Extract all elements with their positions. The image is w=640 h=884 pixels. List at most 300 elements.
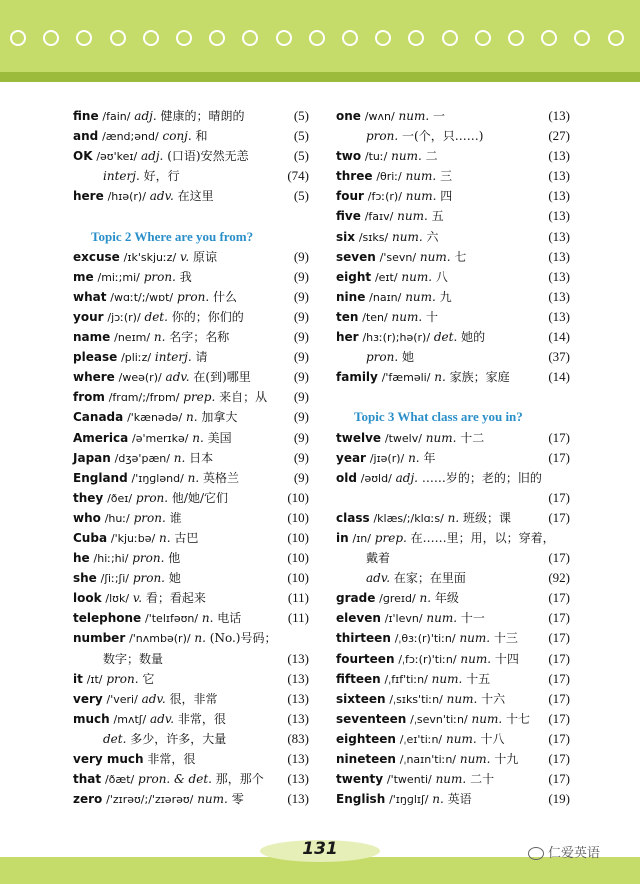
vocab-pronunciation: /wʌn/	[364, 110, 395, 123]
vocab-word: from	[73, 390, 105, 405]
vocab-pronunciation: /ˌeɪ'tiːn/	[399, 732, 443, 746]
vocab-part-of-speech: interj.	[154, 350, 192, 365]
vocab-word: nine	[336, 289, 366, 304]
vocab-page-ref: (11)	[287, 590, 309, 606]
vocab-meaning: 英格兰	[202, 470, 239, 485]
vocab-part-of-speech: adj.	[395, 470, 418, 485]
vocab-part-of-speech: num.	[419, 249, 451, 264]
vocab-entry	[336, 689, 570, 709]
vocab-pronunciation: /ˌθɜː(r)'tiːn/	[394, 632, 456, 646]
vocab-entry	[336, 649, 570, 669]
vocab-word: seventeen	[336, 711, 407, 726]
vocab-pronunciation: /miː;mi/	[97, 270, 140, 284]
header-ring-ornament	[143, 30, 159, 46]
vocab-word: six	[336, 229, 355, 244]
vocab-page-ref: (17)	[548, 690, 570, 706]
vocab-meaning: 十八	[480, 731, 505, 746]
vocab-page-ref: (13)	[548, 188, 570, 204]
vocab-entry	[73, 608, 309, 628]
vocab-part-of-speech: prep.	[183, 390, 216, 405]
vocab-word: what	[73, 289, 107, 304]
vocab-pronunciation: /weə(r)/	[118, 371, 162, 385]
vocab-word: English	[336, 792, 386, 807]
vocab-entry	[336, 628, 570, 648]
vocab-meaning: 她	[168, 571, 181, 586]
vocab-meaning: 他	[168, 551, 181, 566]
vocab-entry	[336, 749, 570, 769]
vocab-word: one	[336, 109, 361, 123]
vocab-pronunciation: /dʒə'pæn/	[114, 451, 170, 465]
vocab-page-ref: (17)	[548, 771, 570, 787]
vocab-word: fine	[73, 109, 99, 123]
vocab-part-of-speech: num.	[426, 611, 458, 626]
vocab-entry	[336, 528, 570, 548]
vocab-word: twelve	[336, 430, 382, 445]
vocab-pronunciation: /pliːz/	[121, 351, 152, 365]
vocab-part-of-speech: num.	[425, 430, 457, 445]
vocab-pronunciation: /ɪt/	[86, 672, 103, 686]
vocab-entry	[73, 327, 309, 347]
vocab-pronunciation: /'fæməli/	[381, 371, 431, 385]
vocab-page-ref: (9)	[293, 288, 309, 304]
vocab-meaning: 她	[402, 350, 415, 365]
vocab-page-ref: (17)	[548, 429, 570, 445]
vocab-word: name	[73, 330, 111, 345]
vocab-page-ref: (83)	[287, 730, 309, 746]
vocab-part-of-speech: conj.	[162, 129, 192, 144]
vocab-pronunciation: /ˌsɪks'tiːn/	[389, 692, 443, 706]
vocab-meaning: 和	[195, 129, 208, 144]
page-header-border	[0, 72, 640, 82]
vocab-part-of-speech: num.	[446, 691, 478, 706]
vocab-meaning: 五	[431, 209, 444, 224]
vocab-pronunciation: /mʌtʃ/	[113, 712, 147, 726]
vocab-entry	[336, 126, 570, 146]
vocab-entry	[336, 488, 570, 508]
vocab-entry	[73, 166, 309, 186]
vocab-meaning: 一(个，只……)	[402, 129, 484, 144]
vocab-page-ref: (10)	[287, 489, 309, 505]
vocab-pronunciation: /twelv/	[384, 431, 422, 445]
vocab-column-right	[336, 106, 570, 809]
vocab-part-of-speech: num.	[405, 289, 436, 304]
vocab-entry	[73, 729, 309, 749]
vocab-meaning: 年	[423, 450, 436, 465]
vocab-part-of-speech: num.	[435, 772, 467, 787]
vocab-part-of-speech: det.	[144, 309, 168, 324]
vocab-page-ref: (5)	[293, 188, 309, 204]
vocab-meaning: 请	[195, 350, 208, 365]
vocab-page-ref: (17)	[548, 710, 570, 726]
vocab-word: your	[73, 309, 104, 324]
vocab-word: Canada	[73, 410, 124, 425]
vocab-entry	[336, 468, 570, 488]
vocab-meaning: 零	[231, 792, 244, 807]
vocab-word: eighteen	[336, 731, 396, 746]
vocab-pronunciation: /ɡreɪd/	[379, 592, 416, 606]
vocab-entry	[73, 528, 309, 548]
vocab-word: thirteen	[336, 631, 391, 646]
vocab-meaning: 十六	[481, 691, 506, 706]
vocab-pronunciation: /əʊld/	[360, 471, 392, 485]
vocab-pronunciation: /əʊ'keɪ/	[96, 150, 138, 164]
vocab-word: three	[336, 169, 373, 184]
vocab-page-ref: (5)	[293, 128, 309, 144]
vocab-part-of-speech: num.	[401, 269, 433, 284]
vocab-meaning: 谁	[169, 510, 182, 525]
vocab-part-of-speech: num.	[405, 169, 437, 184]
vocab-entry	[336, 166, 570, 186]
vocab-pronunciation: /wɑːt/;/wɒt/	[110, 290, 174, 304]
vocab-entry	[73, 347, 309, 367]
vocab-meaning: 年级	[434, 591, 459, 606]
vocab-entry	[73, 548, 309, 568]
vocab-part-of-speech: interj.	[103, 169, 140, 184]
vocab-pronunciation: /'veri/	[106, 692, 138, 706]
vocab-word: that	[73, 772, 102, 787]
vocab-page-ref: (9)	[293, 268, 309, 284]
vocab-entry	[73, 669, 309, 689]
vocab-entry	[336, 146, 570, 166]
vocab-entry	[73, 448, 309, 468]
vocab-entry	[336, 709, 570, 729]
vocab-meaning: 我	[179, 269, 192, 284]
vocab-entry	[73, 508, 309, 528]
vocab-part-of-speech: num.	[397, 209, 428, 224]
header-ring-ornament	[176, 30, 192, 46]
vocab-pronunciation: /jɪə(r)/	[369, 451, 405, 465]
vocab-pronunciation: /neɪm/	[114, 331, 151, 345]
vocab-pronunciation: /'telɪfəʊn/	[145, 612, 199, 626]
vocab-page-ref: (13)	[287, 791, 309, 807]
vocab-pronunciation: /θriː/	[376, 170, 402, 184]
vocab-meaning: 很，非常	[169, 691, 218, 706]
vocab-page-ref: (19)	[548, 791, 570, 807]
vocab-part-of-speech: n.	[419, 591, 432, 606]
vocab-page-ref: (13)	[548, 148, 570, 164]
vocab-entry	[73, 407, 309, 427]
vocab-pronunciation: /'kænədə/	[127, 411, 183, 425]
vocab-page-ref: (9)	[293, 308, 309, 324]
vocab-entry	[336, 227, 570, 247]
vocab-page-ref: (13)	[548, 228, 570, 244]
vocab-pronunciation: /lʊk/	[105, 592, 130, 606]
header-ring-ornament	[608, 30, 624, 46]
vocab-part-of-speech: det.	[433, 330, 458, 345]
vocab-meaning: 在家；在里面	[393, 571, 466, 586]
vocab-word: fifteen	[336, 671, 381, 686]
vocab-page-ref: (17)	[548, 489, 570, 505]
vocab-entry	[336, 588, 570, 608]
vocab-pronunciation: /hɪə(r)/	[107, 190, 146, 204]
vocab-meaning: 数字；数量	[103, 651, 164, 666]
vocab-entry	[336, 548, 570, 568]
vocab-pronunciation: /'sevn/	[379, 250, 417, 264]
vocab-page-ref: (10)	[287, 570, 309, 586]
vocab-word: they	[73, 490, 104, 505]
vocab-entry	[336, 106, 570, 126]
vocab-page-ref: (17)	[548, 650, 570, 666]
section-gap	[336, 387, 570, 407]
vocab-entry	[336, 307, 570, 327]
vocab-word: ten	[336, 309, 359, 324]
vocab-meaning: 七	[454, 249, 467, 264]
vocab-entry	[73, 689, 309, 709]
vocab-meaning: 什么	[212, 289, 237, 304]
vocab-meaning: 二	[425, 149, 438, 164]
vocab-pronunciation: /fɔː(r)/	[367, 190, 402, 204]
vocab-entry	[73, 588, 309, 608]
vocab-meaning: 家族；家庭	[449, 370, 510, 385]
vocab-pronunciation: /ˌfɪf'tiːn/	[384, 672, 428, 686]
vocab-meaning: 健康的；晴朗的	[160, 109, 245, 123]
vocab-entry	[73, 307, 309, 327]
vocab-pronunciation: /jɔː(r)/	[107, 310, 141, 324]
vocab-meaning: 古巴	[174, 530, 199, 545]
vocab-part-of-speech: pron.	[366, 350, 399, 365]
vocab-word: five	[336, 209, 361, 224]
vocab-pronunciation: /naɪn/	[369, 290, 402, 304]
vocab-pronunciation: /klæs/;/klɑːs/	[373, 511, 444, 525]
vocab-part-of-speech: num.	[431, 671, 463, 686]
vocab-meaning: 戴着	[366, 551, 391, 566]
vocab-pronunciation: /'ɪŋɡlənd/	[131, 471, 184, 485]
vocab-entry	[336, 206, 570, 226]
vocab-column-left	[73, 106, 309, 809]
vocab-page-ref: (9)	[293, 248, 309, 264]
vocab-word: grade	[336, 591, 376, 606]
vocab-word: OK	[73, 149, 93, 164]
vocab-entry	[336, 327, 570, 347]
vocab-meaning: 十三	[493, 631, 518, 646]
header-ring-ornament	[276, 30, 292, 46]
vocab-part-of-speech: num.	[445, 731, 477, 746]
vocab-word: nineteen	[336, 752, 396, 766]
vocab-part-of-speech: n.	[194, 631, 206, 646]
vocab-page-ref: (9)	[293, 329, 309, 345]
vocab-page-ref: (9)	[293, 369, 309, 385]
vocab-meaning: (口语)安然无恙	[167, 149, 249, 164]
vocab-part-of-speech: pron.	[143, 269, 176, 284]
vocab-page-ref: (10)	[287, 529, 309, 545]
vocab-page-ref: (17)	[548, 730, 570, 746]
vocab-entry	[336, 287, 570, 307]
vocab-pronunciation: /'zɪrəʊ/;/'zɪərəʊ/	[106, 793, 194, 807]
vocab-entry	[336, 669, 570, 689]
vocab-part-of-speech: adv.	[165, 370, 190, 385]
vocab-word: me	[73, 269, 94, 284]
vocab-meaning: 电话	[217, 611, 242, 626]
vocab-word: seven	[336, 249, 376, 264]
vocab-meaning: 在这里	[177, 189, 214, 204]
header-ring-ornament	[309, 30, 325, 46]
vocab-page-ref: (13)	[287, 670, 309, 686]
vocab-page-ref: (74)	[287, 168, 309, 184]
vocab-page-ref: (11)	[287, 610, 309, 626]
vocab-page-ref: (37)	[548, 349, 570, 365]
watermark	[528, 842, 600, 866]
vocab-word: where	[73, 370, 115, 385]
vocab-entry	[336, 789, 570, 809]
vocab-meaning: 六	[426, 229, 439, 244]
vocab-word: and	[73, 129, 99, 144]
vocab-page-ref: (17)	[548, 610, 570, 626]
vocab-meaning: 日本	[189, 450, 214, 465]
vocab-page-ref: (9)	[293, 409, 309, 425]
vocab-part-of-speech: num.	[391, 149, 422, 164]
vocab-part-of-speech: pron.	[176, 289, 210, 304]
vocab-page-ref: (13)	[548, 168, 570, 184]
vocab-pronunciation: /tuː/	[364, 150, 388, 164]
vocab-entry	[73, 709, 309, 729]
vocab-meaning: 二十	[470, 772, 495, 787]
vocab-part-of-speech: pron.	[135, 490, 169, 505]
vocab-pronunciation: /'kjuːbə/	[110, 531, 156, 545]
vocab-part-of-speech: adv.	[149, 189, 174, 204]
vocab-word: in	[336, 530, 349, 545]
vocab-part-of-speech: v.	[132, 591, 143, 606]
vocab-entry	[336, 428, 570, 448]
vocab-part-of-speech: num.	[460, 651, 492, 666]
vocab-word: four	[336, 189, 364, 204]
vocab-meaning: 它	[142, 671, 155, 686]
vocab-word: zero	[73, 792, 103, 807]
vocab-part-of-speech: n.	[187, 470, 200, 485]
vocab-word: look	[73, 591, 102, 606]
vocab-entry	[73, 568, 309, 588]
vocab-part-of-speech: pron.	[132, 551, 165, 566]
vocab-part-of-speech: pron.	[366, 129, 399, 144]
vocab-meaning: 好，行	[143, 169, 180, 184]
vocab-word: he	[73, 551, 90, 566]
vocab-page-ref: (9)	[293, 429, 309, 445]
vocab-word: very	[73, 691, 103, 706]
vocab-part-of-speech: pron.	[132, 571, 165, 586]
vocab-meaning: 来自；从	[219, 390, 268, 405]
vocab-pronunciation: /huː/	[104, 511, 130, 525]
vocab-entry	[73, 247, 309, 267]
vocab-meaning: 十五	[466, 671, 491, 686]
vocab-meaning: 四	[440, 189, 453, 204]
vocab-page-ref: (13)	[548, 308, 570, 324]
header-ring-ornament	[342, 30, 358, 46]
vocab-page-ref: (13)	[287, 650, 309, 666]
vocab-entry	[336, 448, 570, 468]
section-gap	[73, 206, 309, 226]
vocab-part-of-speech: v.	[180, 249, 190, 264]
vocab-word: please	[73, 350, 118, 365]
vocab-entry	[336, 508, 570, 528]
vocab-entry	[73, 126, 309, 146]
vocab-meaning: 一	[432, 109, 445, 123]
vocab-page-ref: (9)	[293, 389, 309, 405]
vocab-entry	[73, 488, 309, 508]
vocab-word: fourteen	[336, 651, 395, 666]
vocab-pronunciation: /ðeɪ/	[107, 491, 133, 505]
vocab-page-ref: (13)	[548, 288, 570, 304]
vocab-meaning: 他/她/它们	[171, 490, 229, 505]
vocab-word: class	[336, 510, 370, 525]
vocab-word: twenty	[336, 772, 384, 787]
vocab-page-ref: (9)	[293, 449, 309, 465]
vocab-page-ref: (17)	[548, 670, 570, 686]
vocab-entry	[73, 789, 309, 809]
vocab-entry	[336, 568, 570, 588]
vocab-entry	[336, 267, 570, 287]
vocab-part-of-speech: num.	[391, 309, 423, 324]
vocab-page-ref: (13)	[287, 751, 309, 766]
vocab-part-of-speech: n.	[153, 330, 166, 345]
vocab-pronunciation: /ʃiː;ʃi/	[100, 572, 129, 586]
vocab-meaning: 十九	[494, 752, 519, 766]
watermark-text: 仁爱英语	[548, 846, 601, 861]
page-number: 131	[302, 839, 338, 859]
header-ring-ornament	[10, 30, 26, 46]
topic-heading: Topic 2 Where are you from?	[91, 228, 254, 244]
vocab-entry	[336, 608, 570, 628]
vocab-entry	[73, 468, 309, 488]
vocab-pronunciation: /sɪks/	[358, 230, 389, 244]
vocab-meaning: 你的；你们的	[171, 309, 244, 324]
header-ring-ornament	[508, 30, 524, 46]
header-ring-ornament	[442, 30, 458, 46]
vocab-word: excuse	[73, 249, 120, 264]
vocab-part-of-speech: adj.	[141, 149, 164, 164]
vocab-meaning: 十	[426, 309, 439, 324]
vocab-entry	[336, 247, 570, 267]
vocab-entry	[73, 146, 309, 166]
vocab-page-ref: (17)	[548, 550, 570, 566]
vocab-meaning: 非常，很	[147, 752, 196, 766]
vocab-entry	[73, 749, 309, 769]
vocab-pronunciation: /'ɪŋɡlɪʃ/	[389, 793, 429, 807]
vocab-pronunciation: /ˌfɔː(r)'tiːn/	[398, 652, 457, 666]
vocab-word: here	[73, 189, 104, 204]
vocab-meaning: 在(到)哪里	[193, 370, 251, 385]
topic-heading: Topic 3 What class are you in?	[354, 409, 523, 425]
vocab-meaning: 三	[440, 169, 453, 184]
vocab-page-ref: (17)	[548, 751, 570, 766]
vocab-part-of-speech: num.	[459, 631, 491, 646]
vocab-meaning: 那，那个	[215, 772, 264, 787]
vocab-meaning: 她的	[461, 330, 486, 345]
vocab-word: England	[73, 470, 128, 485]
vocab-entry	[73, 628, 309, 648]
vocab-part-of-speech: n.	[173, 450, 186, 465]
vocab-word: it	[73, 671, 83, 686]
vocab-page-ref: (17)	[548, 590, 570, 606]
vocab-meaning: 名字；名称	[169, 330, 230, 345]
vocab-part-of-speech: n.	[201, 611, 214, 626]
vocab-page-ref: (27)	[548, 128, 570, 144]
vocab-part-of-speech: n.	[159, 530, 171, 545]
vocab-entry	[73, 769, 309, 789]
vocab-pronunciation: /ænd;ənd/	[102, 130, 159, 144]
vocab-pronunciation: /ðæt/	[104, 773, 135, 787]
vocab-meaning: 十七	[505, 711, 530, 726]
vocab-meaning: 美国	[207, 430, 232, 445]
vocab-page-ref: (13)	[548, 248, 570, 264]
vocab-pronunciation: /'nʌmbə(r)/	[129, 632, 191, 646]
vocab-page-ref: (17)	[548, 630, 570, 646]
vocab-part-of-speech: pron.	[133, 510, 166, 525]
vocab-part-of-speech: n.	[447, 510, 460, 525]
vocab-word: eleven	[336, 611, 381, 626]
vocab-part-of-speech: num.	[197, 792, 228, 807]
vocab-page-ref: (13)	[548, 108, 570, 123]
vocab-word: family	[336, 370, 378, 385]
vocab-page-ref: (17)	[548, 449, 570, 465]
